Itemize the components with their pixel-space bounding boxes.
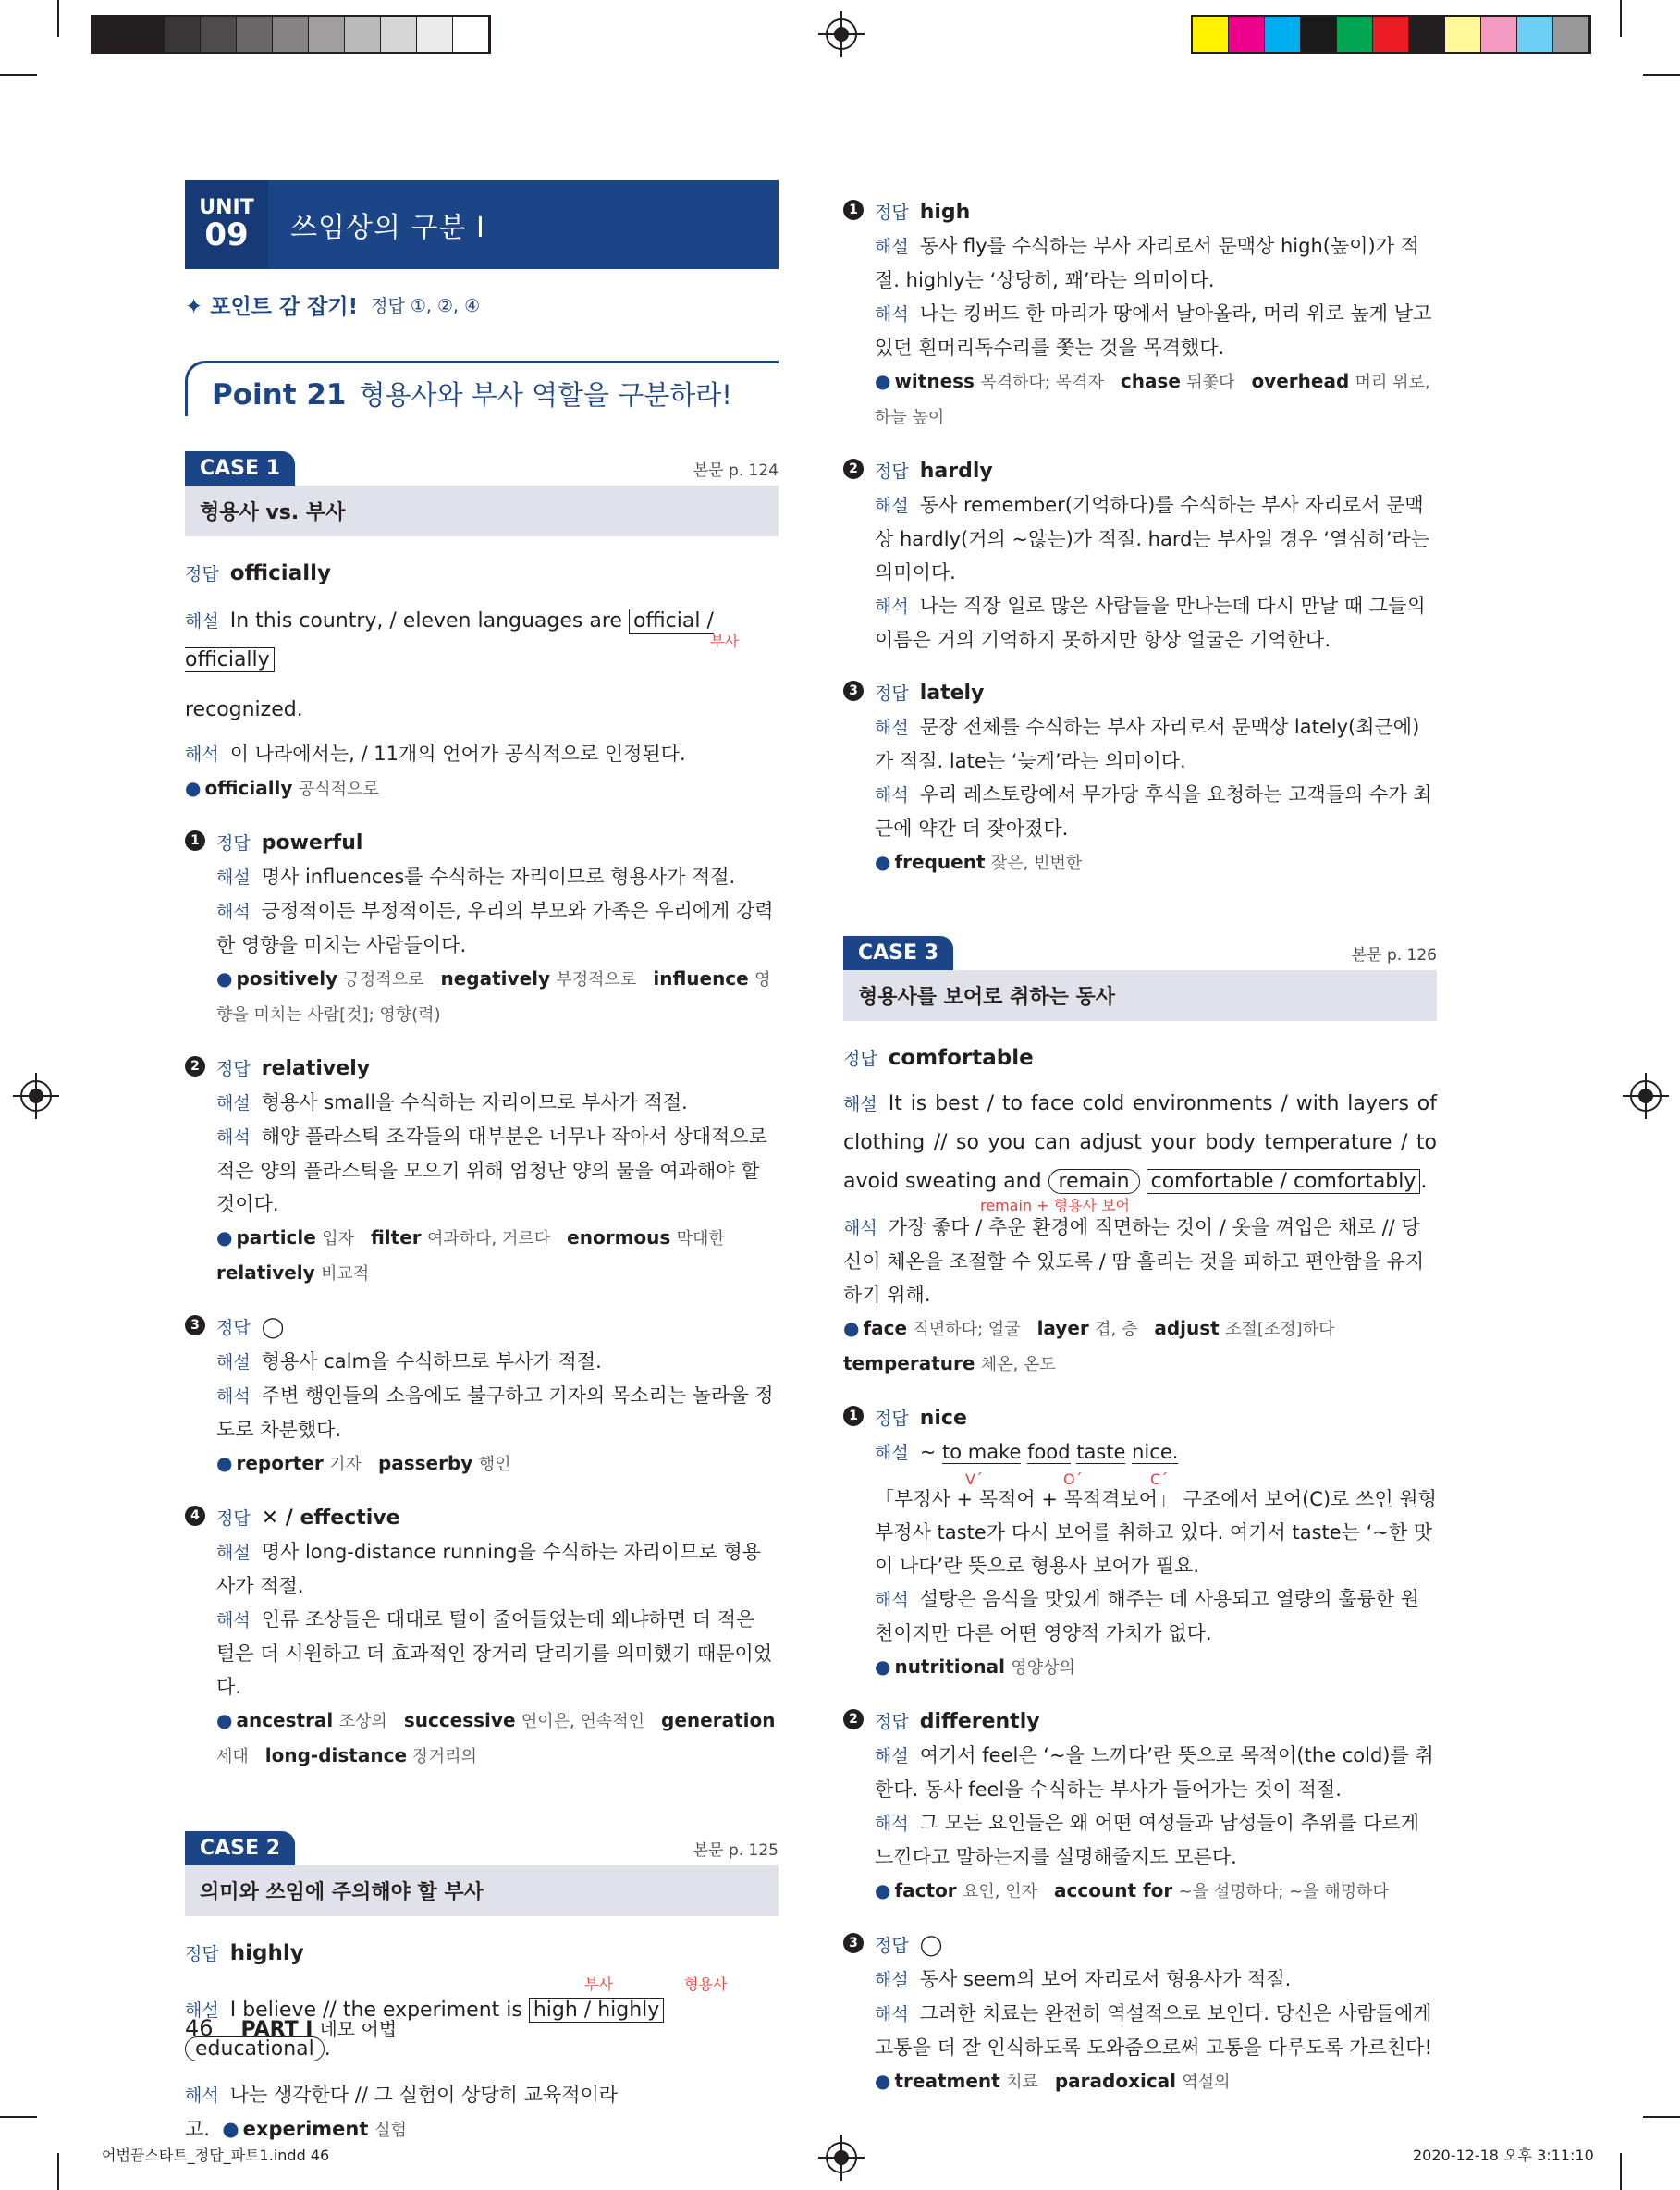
vocab-word: reporter	[236, 1452, 324, 1474]
remain-box: remain	[1048, 1169, 1140, 1194]
answer-item	[185, 1052, 779, 1291]
vocab-line: ● reporter 기자 passerby 행인	[216, 1452, 511, 1474]
structure-tag: V´	[965, 1470, 983, 1488]
vocab-word: overhead	[1251, 370, 1350, 392]
structure-tag: C´	[1150, 1470, 1169, 1488]
answer-label: 정답	[371, 296, 405, 316]
answer-label: 정답	[875, 1712, 909, 1732]
color-swatch	[1409, 17, 1445, 52]
case-page-ref: 본문 p. 124	[693, 461, 779, 480]
exp-label: 해설	[216, 867, 251, 888]
explanation	[216, 1086, 779, 1120]
case-1	[185, 451, 779, 536]
trans-text: 설탕은 음식을 맛있게 해주는 데 사용되고 열량의 훌륭한 원천이지만 다른 어떤 영양적 가치가 없다.	[875, 1588, 1419, 1644]
vocab-word: paradoxical	[1054, 2070, 1177, 2092]
answer-text: ◯	[919, 1934, 943, 1957]
trans-label: 해석	[875, 785, 909, 806]
point-heading	[185, 361, 779, 416]
color-swatch	[1517, 17, 1553, 52]
color-swatch	[129, 17, 165, 52]
item-answer	[875, 1402, 1437, 1435]
gray-swatches	[91, 15, 491, 54]
unit-tag	[185, 180, 268, 269]
crop-mark	[57, 2153, 59, 2190]
trans-text: 인류 조상들은 대대로 털이 줄어들었는데 왜냐하면 더 적은 털은 더 시원하고 더 효과적인 장거리 달리기를 의미했기 때문이었다.	[216, 1608, 773, 1698]
vocab-word: frequent	[894, 851, 986, 873]
structure-tag: O´	[1063, 1470, 1083, 1488]
choice-note: 부사	[710, 633, 739, 650]
trans-label: 해석	[875, 1814, 909, 1834]
vocab-word: enormous	[567, 1226, 671, 1249]
registration-mark-icon	[1630, 1080, 1662, 1112]
answer-label: 정답	[216, 833, 251, 854]
item-number-icon: 3	[843, 1933, 864, 1953]
structure-part: nice.	[1132, 1441, 1179, 1463]
answer-text: powerful	[261, 831, 363, 855]
case-tag: CASE 3	[843, 936, 953, 970]
vocab-word: nutritional	[894, 1655, 1005, 1678]
crop-mark	[1643, 74, 1680, 76]
crop-mark	[57, 0, 59, 37]
color-swatch	[1265, 17, 1301, 52]
registration-mark-icon	[826, 18, 857, 50]
vocab-word: witness	[894, 370, 975, 392]
case3-explanation: 해설 It is best / to face cold environments / with layers of clothing // so you can adjust your body temperature / to avoid sweating and remain comfortable / comfortably . remain + 형용사 보어	[843, 1092, 1437, 1214]
trans-text: 그러한 치료는 완전히 역설적으로 보인다. 당신은 사람들에게 고통을 더 잘 인식하도록 도와줌으로써 고통을 다루도록 가르친다!	[875, 2002, 1432, 2059]
explanation	[875, 1962, 1437, 1997]
color-swatch	[165, 17, 201, 52]
answer-text: relatively	[261, 1057, 371, 1080]
vocab-line: ● factor 요인, 인자 account for ~을 설명하다; ~을 해명하다	[875, 1879, 1389, 1901]
trans-label: 해석	[216, 1610, 251, 1630]
answer-item	[843, 455, 1437, 657]
case-title: 의미와 쓰임에 주의해야 할 부사	[185, 1865, 779, 1916]
exp-label: 해설	[875, 1443, 909, 1463]
explanation	[216, 1345, 779, 1379]
translation	[216, 1603, 779, 1704]
color-swatch	[1301, 17, 1337, 52]
vocab-meaning: 연이은, 연속적인	[521, 1712, 645, 1731]
color-swatch	[1445, 17, 1481, 52]
trans-text: 긍정적이든 부정적이든, 우리의 부모와 가족은 우리에게 강력한 영향을 미치는 사람들이다.	[216, 900, 774, 956]
trans-text: 나는 킹버드 한 마리가 땅에서 날아올라, 머리 위로 높게 날고 있던 흰머리독수리를 쫓는 것을 목격했다.	[875, 302, 1432, 359]
translation	[875, 297, 1437, 364]
answer-text: lately	[919, 682, 985, 705]
case1-vocab: ● officially 공식적으로	[185, 777, 379, 799]
explanation	[216, 1535, 779, 1603]
case-title: 형용사를 보어로 취하는 동사	[843, 970, 1437, 1021]
color-swatch	[92, 17, 129, 52]
exp-text: 문장 전체를 수식하는 부사 자리로서 문맥상 lately(최근에)가 적절. late는 ‘늦게’라는 의미이다.	[875, 716, 1420, 772]
registration-mark-icon	[20, 1080, 52, 1112]
case1-translation: 해석 이 나라에서는, / 11개의 언어가 공식적으로 인정된다.	[185, 743, 686, 765]
item-answer	[875, 1705, 1437, 1739]
case2-translation: 해석 나는 생각한다 // 그 실험이 상당히 교육적이라고. ● experiment 실험	[185, 2084, 619, 2140]
vocab-line: ● treatment 치료 paradoxical 역설의	[875, 2070, 1231, 2092]
trans-text: 그 모든 요인들은 왜 어떤 여성들과 남성들이 추위를 다르게 느낀다고 말하는지를 설명해줄지도 모른다.	[875, 1812, 1419, 1868]
item-number-icon: 2	[185, 1056, 205, 1077]
part-label: PART Ⅰ	[240, 2018, 313, 2041]
vocab-word: positively	[236, 967, 338, 990]
case3-translation: 해석 가장 좋다 / 추운 환경에 직면하는 것이 / 옷을 껴입은 채로 // 당신이 체온을 조절할 수 있도록 / 땀 흘리는 것을 피하고 편안함을 유지하기 위해.	[843, 1216, 1425, 1306]
crop-mark	[1620, 0, 1622, 37]
item-answer	[216, 1311, 779, 1345]
trans-label: 해석	[875, 2004, 909, 2024]
point-title: 형용사와 부사 역할을 구분하라!	[359, 379, 732, 411]
explanation	[875, 710, 1437, 778]
vocab-line: ● nutritional 영양상의	[875, 1655, 1075, 1678]
vocab-meaning: 조절[조정]하다	[1225, 1320, 1335, 1339]
exp-label: 해설	[216, 1352, 251, 1372]
choice-box: high / highly	[529, 1998, 664, 2023]
vocab-meaning: 행인	[478, 1455, 511, 1474]
answer-item	[185, 827, 779, 1032]
vocab-word: filter	[370, 1226, 422, 1249]
exp-label: 해설	[216, 1543, 251, 1563]
exp-label: 해설	[875, 496, 909, 516]
vocab-word: temperature	[843, 1352, 975, 1374]
translation	[216, 1379, 779, 1446]
structure-part: food	[1027, 1441, 1071, 1463]
exp-text: 형용사 calm을 수식하므로 부사가 적절.	[261, 1350, 602, 1372]
answer-label: 정답	[875, 203, 909, 223]
translation	[875, 778, 1437, 845]
point-catch-label: ✦ 포인트 감 잡기!	[185, 295, 359, 319]
vocab-word: account for	[1054, 1879, 1173, 1901]
color-swatch	[237, 17, 273, 52]
color-swatch	[1373, 17, 1409, 52]
item-answer	[216, 827, 779, 860]
translation	[875, 1997, 1437, 2064]
case-page-ref: 본문 p. 126	[1351, 946, 1437, 965]
translation	[216, 1120, 779, 1221]
color-swatch	[1553, 17, 1589, 52]
vocab-meaning: 겹, 층	[1095, 1320, 1138, 1339]
item-number-icon: 1	[843, 200, 864, 220]
item-number-icon: 1	[185, 830, 205, 851]
vocab-word: adjust	[1154, 1317, 1220, 1339]
choice-box: comfortable / comfortably	[1147, 1169, 1421, 1194]
vocab-line: ● positively 긍정적으로 negatively 부정적으로 influence 영향을 미치는 사람[것]; 영향(력)	[216, 967, 771, 1025]
case1-explanation: 해설 In this country, / eleven languages are official / officially 부사 recognized.	[185, 609, 739, 721]
registration-mark-icon	[826, 2142, 857, 2173]
exp-text: 명사 influences를 수식하는 자리이므로 형용사가 적절.	[261, 866, 736, 888]
case-2	[185, 1831, 779, 1916]
color-swatch	[1481, 17, 1517, 52]
exp-label: 해설	[875, 237, 909, 257]
vocab-meaning: 긍정적으로	[343, 970, 424, 990]
unit-title: 쓰임상의 구분 Ⅰ	[290, 212, 485, 244]
tilde: ~	[919, 1441, 937, 1463]
color-swatch	[1193, 17, 1229, 52]
unit-header	[185, 180, 779, 269]
note-adverb: 부사	[584, 1975, 613, 1993]
vocab-word: generation	[661, 1709, 776, 1731]
case2-answer: 정답 highly	[185, 1941, 304, 1965]
case-3	[843, 936, 1437, 1021]
vocab-meaning: 입자	[322, 1229, 354, 1249]
crop-mark	[0, 74, 37, 76]
color-swatch	[1337, 17, 1373, 52]
page-footer	[185, 2014, 397, 2041]
translation	[875, 1582, 1437, 1650]
vocab-meaning: ~을 설명하다; ~을 해명하다	[1178, 1882, 1389, 1901]
translation	[875, 589, 1437, 657]
color-swatch	[273, 17, 309, 52]
translation	[875, 1806, 1437, 1874]
vocab-word: successive	[403, 1709, 516, 1731]
item-number-icon: 3	[843, 681, 864, 701]
color-swatch	[1229, 17, 1265, 52]
explanation	[875, 1739, 1437, 1806]
trans-label: 해석	[875, 597, 909, 617]
exp-text: 명사 long-distance running을 수식하는 자리이므로 형용사가 적절.	[216, 1541, 762, 1597]
vocab-meaning: 세대	[216, 1747, 249, 1766]
crop-mark	[0, 2116, 37, 2118]
note-adjective: 형용사	[684, 1975, 728, 1993]
answer-label: 정답	[216, 1508, 251, 1529]
vocab-word: passerby	[377, 1452, 473, 1474]
left-column	[185, 180, 779, 2147]
item-answer	[875, 455, 1437, 488]
explanation	[875, 488, 1437, 589]
item-answer	[216, 1502, 779, 1535]
exp-label: 해설	[875, 1746, 909, 1766]
case-page-ref: 본문 p. 125	[693, 1841, 779, 1860]
trans-label: 해석	[216, 1127, 251, 1148]
vocab-meaning: 부정적으로	[556, 970, 637, 990]
vocab-meaning: 역설의	[1182, 2073, 1231, 2092]
part-title: 네모 어법	[319, 2018, 398, 2040]
trans-text: 나는 직장 일로 많은 사람들을 만나는데 다시 만날 때 그들의 이름은 거의 기억하지 못하지만 항상 얼굴은 기억한다.	[875, 595, 1426, 651]
vocab-meaning: 영향을 미치는 사람[것]; 영향(력)	[216, 970, 771, 1025]
exp-text: 동사 seem의 보어 자리로서 형용사가 적절.	[919, 1968, 1292, 1990]
vocab-word: long-distance	[264, 1744, 408, 1766]
answer-item	[185, 1502, 779, 1774]
vocab-word: factor	[894, 1879, 957, 1901]
point-catch-answer: ①, ②, ④	[410, 296, 481, 316]
vocab-meaning: 기자	[329, 1455, 362, 1474]
exp-label: 해설	[216, 1093, 251, 1113]
vocab-meaning: 막대한	[676, 1229, 725, 1249]
answer-label: 정답	[875, 1936, 909, 1956]
vocab-meaning: 잦은, 빈번한	[990, 854, 1083, 873]
choice-box: official / officially	[185, 609, 714, 671]
item-number-icon: 3	[185, 1315, 205, 1335]
vocab-word: ancestral	[236, 1709, 334, 1731]
trans-label: 해석	[216, 902, 251, 922]
vocab-meaning: 비교적	[321, 1264, 370, 1284]
answer-text: differently	[919, 1710, 1040, 1733]
answer-item	[843, 1402, 1437, 1685]
vocab-word: influence	[653, 967, 749, 990]
trans-label: 해석	[875, 304, 909, 325]
case-tag: CASE 1	[185, 451, 295, 486]
trans-text: 우리 레스토랑에서 무가당 후식을 요청하는 고객들의 수가 최근에 약간 더 잦아졌다.	[875, 783, 1432, 840]
vocab-word: relatively	[216, 1261, 315, 1284]
vocab-line: ● witness 목격하다; 목격자 chase 뒤쫓다 overhead 머리 위로, 하늘 높이	[875, 370, 1430, 427]
structure-sentence	[875, 1435, 1437, 1488]
item-number-icon: 2	[843, 1709, 864, 1729]
exp-label: 해설	[875, 718, 909, 738]
trans-text: 해양 플라스틱 조각들의 대부분은 너무나 작아서 상대적으로 적은 양의 플라스틱을 모으기 위해 엄청난 양의 물을 여과해야 할 것이다.	[216, 1126, 767, 1215]
color-swatch	[453, 17, 489, 52]
point-catch	[185, 289, 779, 320]
vocab-word: treatment	[894, 2070, 1000, 2092]
answer-text: high	[919, 201, 971, 224]
answer-label: 정답	[875, 1409, 909, 1429]
exp-text: 형용사 small을 수식하는 자리이므로 부사가 적절.	[261, 1091, 688, 1113]
answer-label: 정답	[875, 461, 909, 482]
vocab-meaning: 목격하다; 목격자	[980, 373, 1104, 392]
color-swatch	[201, 17, 237, 52]
vocab-meaning: 조상의	[338, 1712, 387, 1731]
color-swatch	[345, 17, 381, 52]
unit-number: 09	[204, 216, 249, 253]
item-answer	[875, 196, 1437, 229]
crop-mark	[1620, 2153, 1622, 2190]
vocab-meaning: 영양상의	[1011, 1658, 1075, 1678]
item-answer	[216, 1052, 779, 1086]
case-tag: CASE 2	[185, 1831, 295, 1865]
slug-file: 어법끝스타트_정답_파트1.indd 46	[102, 2147, 330, 2164]
explanation	[216, 860, 779, 894]
slug-date: 2020-12-18 오후 3:11:10	[1413, 2147, 1594, 2164]
vocab-word: face	[863, 1317, 908, 1339]
vocab-meaning: 장거리의	[412, 1747, 477, 1766]
answer-item	[843, 196, 1437, 435]
vocab-meaning: 머리 위로, 하늘 높이	[875, 373, 1430, 427]
item-number-icon: 1	[843, 1406, 864, 1426]
structure-part: taste	[1076, 1441, 1126, 1463]
color-swatches	[1191, 15, 1591, 54]
exp-text: 동사 fly를 수식하는 부사 자리로서 문맥상 high(높이)가 적절. highly는 ‘상당히, 꽤’라는 의미이다.	[875, 235, 1419, 291]
answer-label: 정답	[216, 1059, 251, 1079]
explanation	[875, 229, 1437, 297]
vocab-line: ● ancestral 조상의 successive 연이은, 연속적인 generation 세대 long-distance 장거리의	[216, 1709, 776, 1766]
exp-text: 동사 remember(기억하다)를 수식하는 부사 자리로서 문맥상 hardly(거의 ~않는)가 적절. hard는 부사일 경우 ‘열심히’라는 의미이다.	[875, 494, 1429, 584]
vocab-word: particle	[236, 1226, 316, 1249]
answer-label: 정답	[216, 1318, 251, 1338]
structure-part: to make	[942, 1441, 1022, 1463]
remain-note: remain + 형용사 보어	[980, 1197, 1130, 1214]
answer-item	[843, 1705, 1437, 1909]
case-title: 형용사 vs. 부사	[185, 486, 779, 536]
answer-item	[843, 1929, 1437, 2099]
answer-item	[843, 677, 1437, 880]
vocab-meaning: 뒤쫓다	[1186, 373, 1235, 392]
point-number: Point 21	[212, 378, 347, 412]
vocab-meaning: 치료	[1006, 2073, 1038, 2092]
vocab-meaning: 요인, 인자	[963, 1882, 1038, 1901]
vocab-word: chase	[1120, 370, 1181, 392]
case1-answer: 정답 officially	[185, 561, 331, 585]
unit-label: UNIT	[199, 196, 254, 219]
item-answer	[875, 677, 1437, 710]
modified-word-box: educational	[185, 2036, 325, 2061]
case3-answer: 정답 comfortable	[843, 1046, 1034, 1070]
vocab-meaning: 직면하다; 얼굴	[913, 1320, 1021, 1339]
case3-vocab: ● face 직면하다; 얼굴 layer 겹, 층 adjust 조절[조정]하다temperature 체온, 온도	[843, 1317, 1335, 1374]
answer-label: 정답	[875, 683, 909, 704]
trans-label: 해석	[216, 1386, 251, 1407]
item-number-icon: 4	[185, 1506, 205, 1526]
color-swatch	[381, 17, 417, 52]
page-number: 46	[185, 2015, 214, 2041]
trans-label: 해석	[875, 1590, 909, 1610]
explanation: 「부정사 + 목적어 + 목적격보어」 구조에서 보어(C)로 쓰인 원형부정사 taste가 다시 보어를 취하고 있다. 여기서 taste는 ‘~한 맛이 나다’란 뜻으로 형용사 보어가 필요.	[875, 1488, 1437, 1577]
vocab-line: ● frequent 잦은, 빈번한	[875, 851, 1083, 873]
color-swatch	[309, 17, 345, 52]
answer-text: nice	[919, 1407, 967, 1430]
color-swatch	[417, 17, 453, 52]
exp-label: 해설	[875, 1970, 909, 1990]
trans-text: 주변 행인들의 소음에도 불구하고 기자의 목소리는 놀라울 정도로 차분했다.	[216, 1384, 774, 1441]
answer-text: ✕ / effective	[261, 1507, 400, 1530]
translation	[216, 894, 779, 962]
crop-mark	[1643, 2116, 1680, 2118]
item-answer	[875, 1929, 1437, 1962]
vocab-word: negatively	[440, 967, 551, 990]
answer-text: ◯	[261, 1316, 285, 1339]
answer-text: hardly	[919, 460, 993, 483]
vocab-meaning: 여과하다, 거르다	[427, 1229, 551, 1249]
case2-explanation: 부사 형용사 해설 I believe // the experiment is high / highly educational .	[185, 1982, 779, 2069]
item-number-icon: 2	[843, 459, 864, 479]
vocab-line: ● particle 입자 filter 여과하다, 거르다 enormous 막대한relatively 비교적	[216, 1226, 725, 1284]
answer-item	[185, 1311, 779, 1482]
exp-text: 여기서 feel은 ‘~을 느끼다’란 뜻으로 목적어(the cold)를 취한다. 동사 feel을 수식하는 부사가 들어가는 것이 적절.	[875, 1744, 1434, 1801]
vocab-word: layer	[1036, 1317, 1089, 1339]
vocab-meaning: 체온, 온도	[980, 1355, 1056, 1374]
right-column	[843, 176, 1437, 2099]
